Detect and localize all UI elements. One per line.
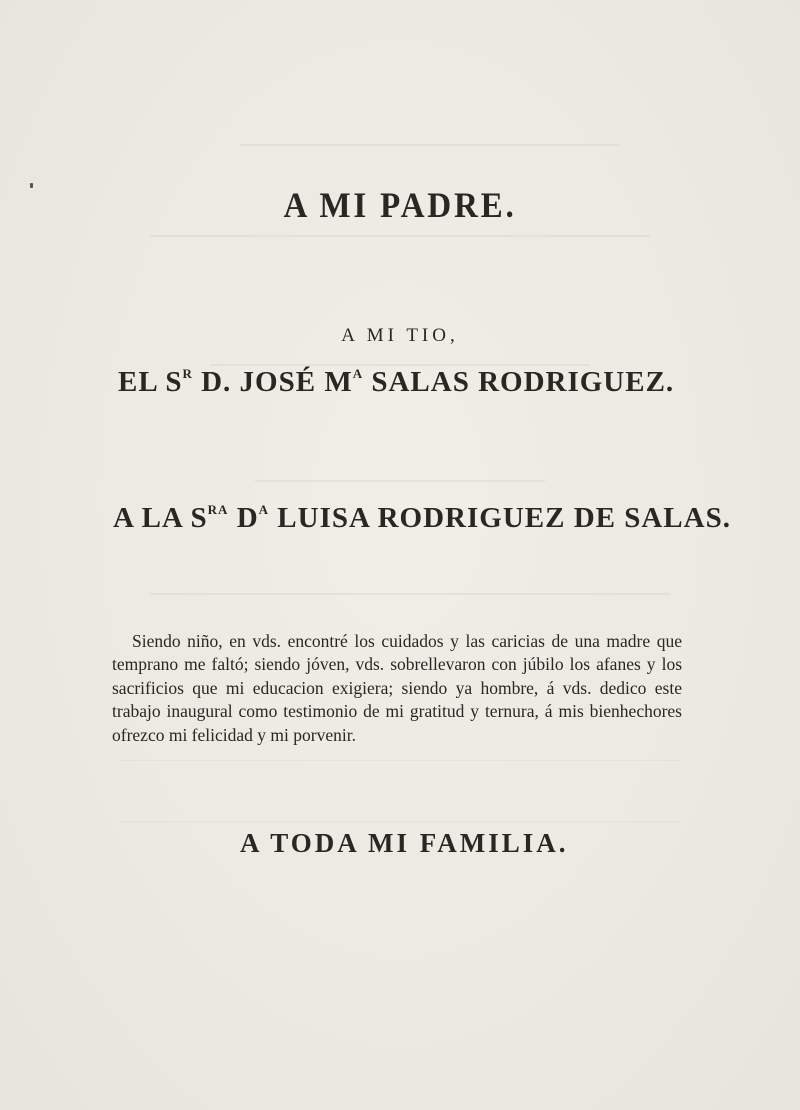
dedication-heading-father: A MI PADRE. (283, 185, 517, 225)
superscript: R (182, 366, 193, 381)
bleed-through-mark (240, 118, 620, 146)
superscript: RA (207, 502, 229, 517)
heading-text: A LA S (113, 502, 208, 534)
heading-text: D. JOSÉ M (192, 366, 353, 398)
dedication-heading-uncle-name (118, 366, 675, 399)
heading-text: EL S (118, 366, 183, 398)
heading-text: D (228, 502, 259, 534)
dedication-paragraph: Siendo niño, en vds. encontré los cuidados y las caricias de una madre que temprano me faltó; siendo jóven, vds. sobrellevaron con júbilo los afanes y los sacrificios que mi educacion exigiera; siendo ya hombre, á vds. dedico este trabajo inaugural como testimonio de mi gratitud y ternura, á mis bienhechores ofrezco mi felicidad y mi porvenir. (112, 630, 682, 745)
bleed-through-mark (255, 460, 545, 482)
dedication-heading-uncle-intro: A MI TIO, (341, 325, 459, 346)
heading-text: SALAS RODRIGUEZ. (363, 366, 675, 398)
heading-text: LUISA RODRIGUEZ DE SALAS. (269, 502, 731, 534)
bleed-through-mark (120, 760, 680, 822)
bleed-through-mark (150, 565, 670, 595)
superscript: A (352, 366, 364, 381)
dedication-heading-aunt (113, 502, 731, 535)
superscript: A (258, 502, 270, 517)
dedication-heading-family: A TODA MI FAMILIA. (240, 828, 569, 858)
